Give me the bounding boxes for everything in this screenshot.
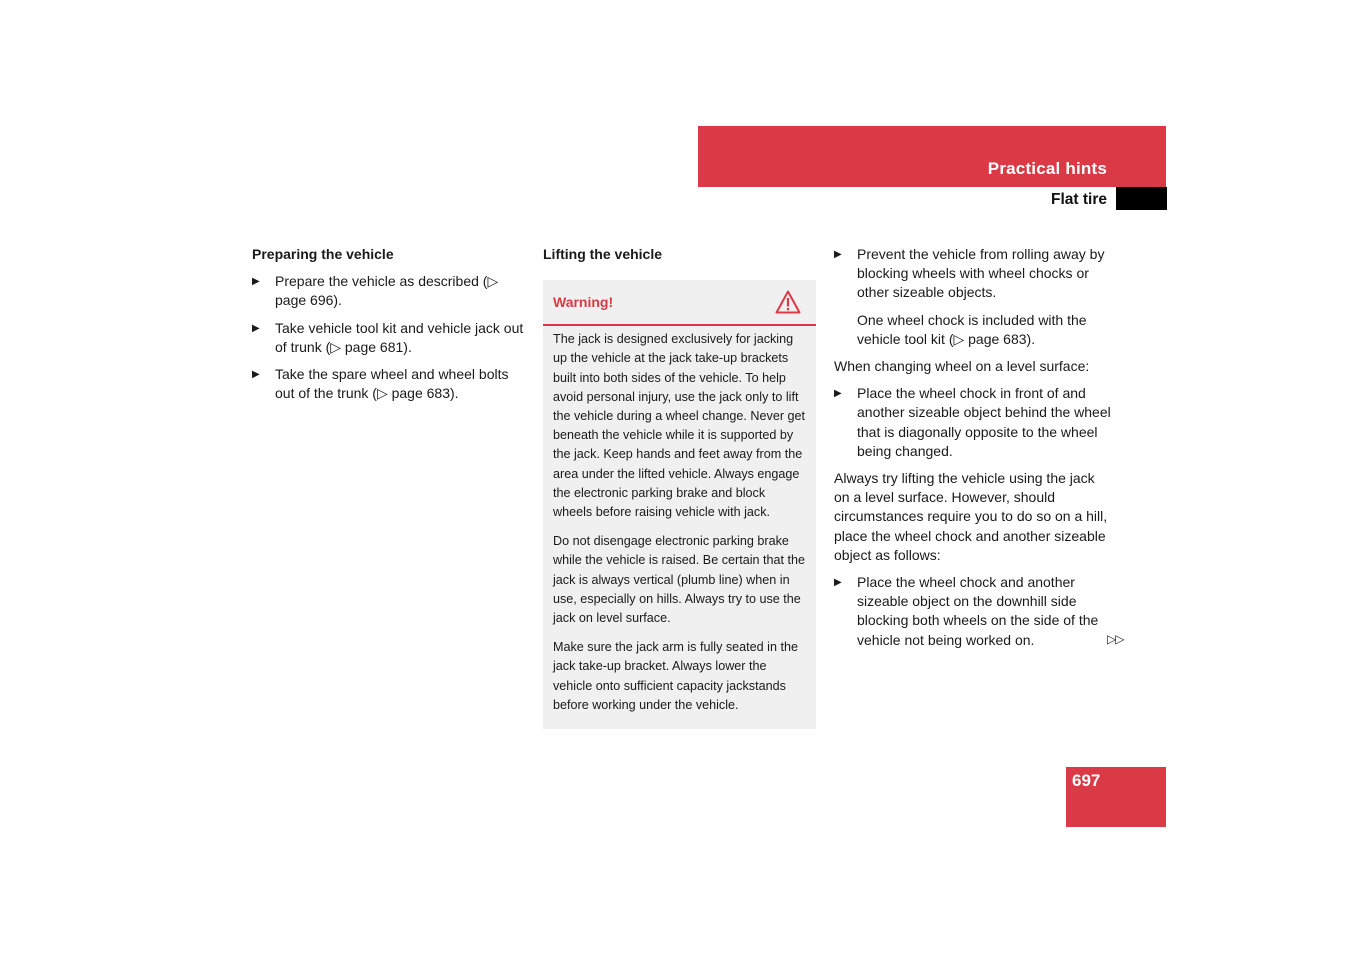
step-note: One wheel chock is included with the vehicle tool kit (▷ page 683). — [857, 311, 1087, 347]
bullet-arrow-icon: ▶ — [834, 249, 842, 260]
step-item — [834, 245, 1112, 303]
warning-label: Warning! — [553, 294, 614, 311]
subsection-title: Flat tire — [1051, 191, 1107, 208]
column-lifting — [543, 245, 816, 729]
warning-paragraph: Do not disengage electronic parking brake while the vehicle is raised. Be certain that the jack is always vertical (plumb line) when in use, especially on hills. Always try to use the jack on level surface. — [553, 534, 806, 626]
warning-triangle-icon — [775, 290, 801, 314]
bullet-arrow-icon: ▶ — [252, 369, 260, 381]
step-item — [252, 319, 527, 357]
step-item — [252, 365, 527, 403]
bullet-arrow-icon: ▶ — [252, 322, 260, 334]
step-item — [834, 384, 1112, 461]
step-text: Prepare the vehicle as described (▷ page 696). — [275, 273, 499, 309]
bullet-arrow-icon: ▶ — [252, 276, 260, 288]
column-preparing — [252, 245, 527, 411]
warning-box — [543, 280, 816, 729]
warning-header — [543, 280, 816, 326]
heading-lifting: Lifting the vehicle — [543, 246, 663, 262]
body-paragraph: Always try lifting the vehicle using the jack on a level surface. However, should circumstances require you to do so on a hill, place the wheel chock and another sizeable object as follows: — [834, 470, 1108, 563]
bullet-arrow-icon: ▶ — [834, 577, 842, 589]
column-chocks — [834, 245, 1112, 658]
warning-paragraph: Make sure the jack arm is fully seated in the jack take-up bracket. Always lower the vehicle onto sufficient capacity jackstands before working under the vehicle. — [553, 640, 798, 712]
step-item — [252, 272, 527, 310]
step-item — [834, 573, 1112, 650]
step-text: Place the wheel chock and another sizeable object on the downhill side blocking both wheels on the side of the vehicle not being worked on. — [857, 574, 1099, 648]
step-text: Take vehicle tool kit and vehicle jack out of trunk (▷ page 681). — [275, 319, 524, 355]
step-text: Take the spare wheel and wheel bolts out of the trunk (▷ page 683). — [275, 366, 509, 402]
step-text: Prevent the vehicle from rolling away by blocking wheels with wheel chocks or other sizeable objects. — [857, 246, 1105, 301]
continued-icon: ▷▷ — [1107, 632, 1124, 646]
page-number-band — [1066, 767, 1166, 827]
warning-paragraph: The jack is designed exclusively for jacking up the vehicle at the jack take-up brackets built into both sides of the vehicle. To help avoid personal injury, use the jack only to lift the vehicle during a wheel change. Never get beneath the vehicle while it is supported by the jack. Keep hands and feet away from the area under the lifted vehicle. Always engage the electronic parking brake and block wheels before raising vehicle with jack. — [553, 332, 806, 520]
section-title: Practical hints — [987, 159, 1107, 178]
step-text: Place the wheel chock in front of and another sizeable object behind the wheel that is diagonally opposite to the wheel being changed. — [857, 385, 1111, 459]
section-tab-marker — [1116, 187, 1167, 210]
bullet-arrow-icon: ▶ — [834, 388, 842, 400]
heading-preparing: Preparing the vehicle — [252, 246, 394, 262]
body-paragraph: When changing wheel on a level surface: — [834, 358, 1090, 375]
page-number: 697 — [1072, 771, 1101, 790]
